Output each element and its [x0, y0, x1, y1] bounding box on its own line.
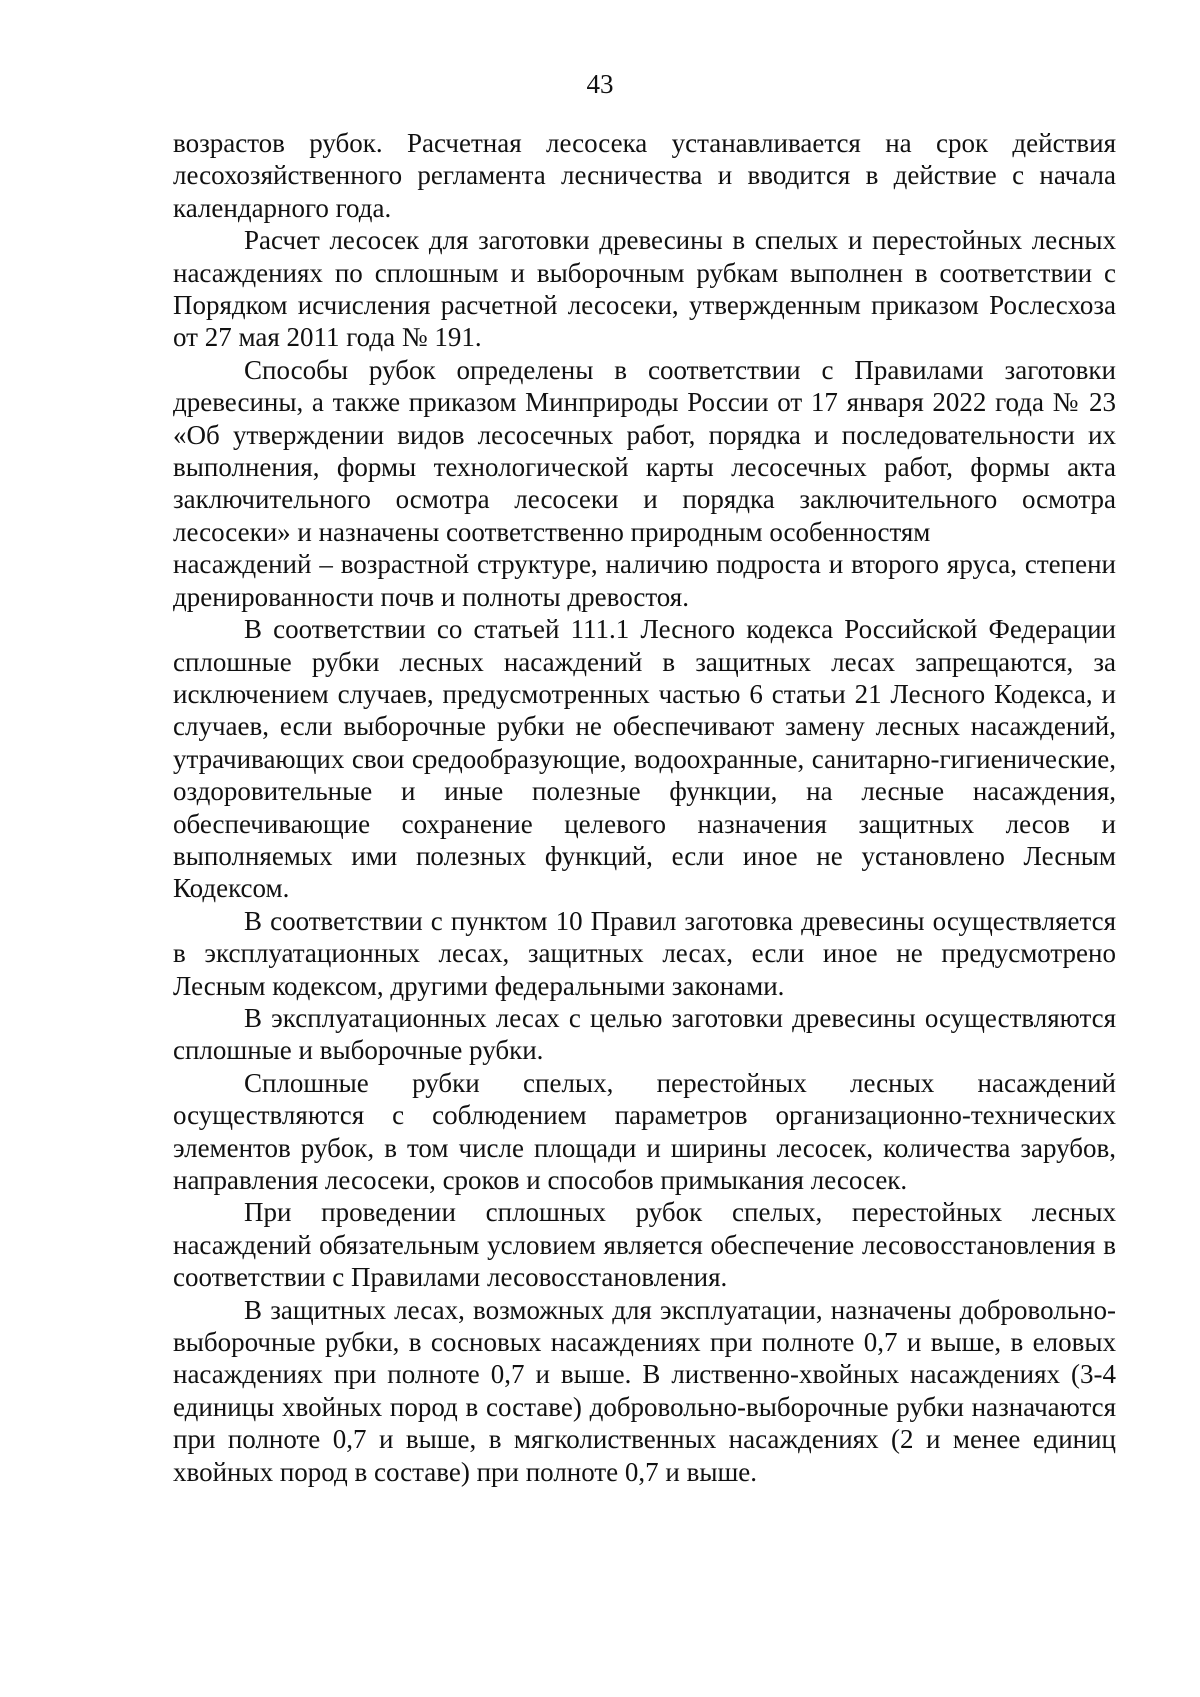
paragraph-selective-cutting: В защитных лесах, возможных для эксплуатации, назначены добровольно-выборочные рубки, в сосновых насаждениях при полноте 0,7 и выше, в еловых насаждениях при полноте 0,7 и выше. В лиственно-хвойных насаждениях (3-4 единицы хвойных пород в составе) добровольно-выборочные рубки назначаются при полноте 0,7 и выше, в мягколиственных насаждениях (2 и менее единиц хвойных пород в составе) при полноте 0,7 и выше. — [173, 1294, 1116, 1487]
paragraph-continuation: возрастов рубок. Расчетная лесосека устанавливается на срок действия лесохозяйственного регламента лесничества и вводится в действие с начала календарного года. — [173, 128, 1116, 223]
paragraph-clear-cutting-parameters: Сплошные рубки спелых, перестойных лесных насаждений осуществляются с соблюдением параметров организационно-технических элементов рубок, в том числе площади и ширины лесосек, количества зарубов, направления лесосеки, сроков и способов примыкания лесосек. — [173, 1067, 1116, 1195]
paragraph-cutting-methods: Способы рубок определены в соответствии с Правилами заготовки древесины, а также приказом Минприроды России от 17 января 2022 года № 23 «Об утверждении видов лесосечных работ, порядка и последовательности их выполнения, формы технологической карты лесосечных работ, формы акта заключительного осмотра лесосеки и порядка заключительного осмотра лесосеки» и назначены соответственно природным особенностям — [173, 354, 1116, 547]
paragraph-cutting-methods-continued: насаждений – возрастной структуре, наличию подроста и второго яруса, степени дренированности почв и полноты древостоя. — [173, 549, 1116, 612]
paragraph-protective-forests: В соответствии со статьей 111.1 Лесного кодекса Российской Федерации сплошные рубки лесных насаждений в защитных лесах запрещаются, за исключением случаев, предусмотренных частью 6 статьи 21 Лесного Кодекса, и случаев, если выборочные рубки не обеспечивают замену лесных насаждений, утрачивающих свои средообразующие, водоохранные, санитарно-гигиенические, оздоровительные и иные полезные функции, на лесные насаждения, обеспечивающие сохранение целевого назначения защитных лесов и выполняемых ими полезных функций, если иное не установлено Лесным Кодексом. — [173, 614, 1116, 904]
document-body — [173, 127, 1116, 1488]
paragraph-rules-point-10: В соответствии с пунктом 10 Правил заготовка древесины осуществляется в эксплуатационных лесах, защитных лесах, если иное не предусмотрено Лесным кодексом, другими федеральными законами. — [173, 905, 1116, 1001]
paragraph-reforestation: При проведении сплошных рубок спелых, перестойных лесных насаждений обязательным условием является обеспечение лесовосстановления в соответствии с Правилами лесовосстановления. — [173, 1197, 1116, 1293]
paragraph-exploitation-forests: В эксплуатационных лесах с целью заготовки древесины осуществляются сплошные и выборочные рубки. — [173, 1002, 1116, 1066]
page-number: 43 — [586, 69, 614, 99]
paragraph-cutting-area-calculation: Расчет лесосек для заготовки древесины в спелых и перестойных лесных насаждениях по сплошным и выборочным рубкам выполнен в соответствии с Порядком исчисления расчетной лесосеки, утвержденным приказом Рослесхоза от 27 мая 2011 года № 191. — [173, 225, 1116, 353]
